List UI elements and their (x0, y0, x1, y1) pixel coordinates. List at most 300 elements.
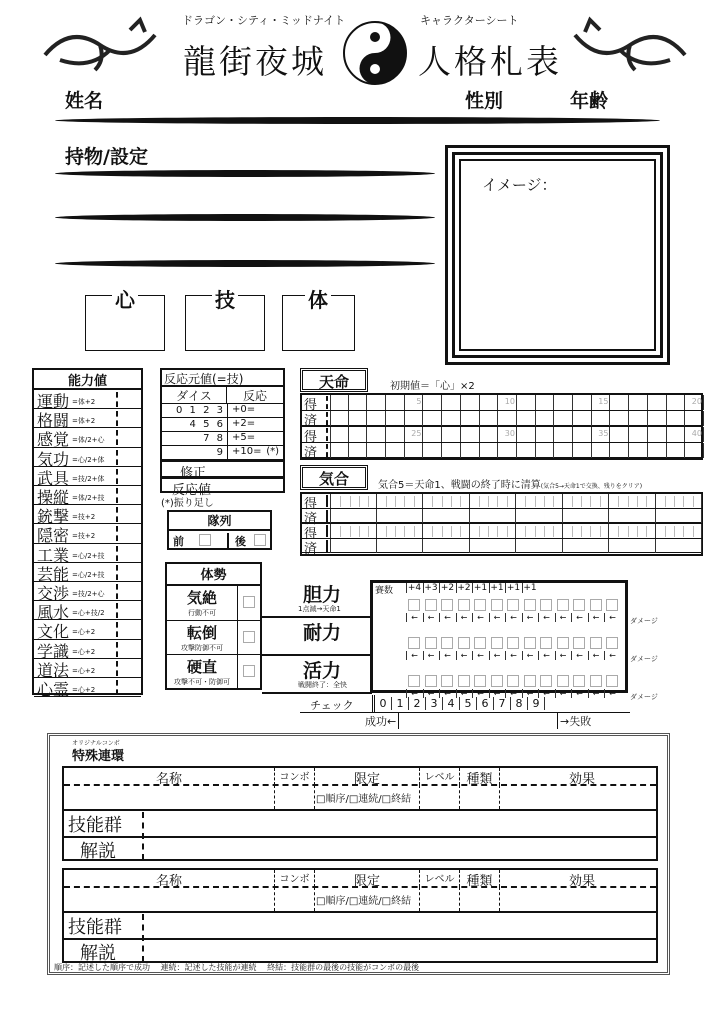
ability-name: 風水 (37, 603, 70, 623)
kiai-cell[interactable] (656, 509, 703, 523)
kiai-cell[interactable] (563, 494, 610, 508)
gauge-checkbox[interactable] (557, 637, 569, 649)
tenmei-cell[interactable] (349, 427, 368, 442)
check-number[interactable]: 2 (409, 697, 426, 710)
damage-arrow: ← (406, 613, 422, 622)
gauge-checkbox[interactable] (573, 599, 585, 611)
damage-arrow: ← (555, 689, 571, 698)
name-field[interactable] (55, 117, 660, 124)
tenmei-mark: 15 (598, 397, 609, 406)
tenmei-cell[interactable] (536, 443, 555, 458)
tenmei-cell[interactable] (424, 427, 443, 442)
ability-row[interactable] (34, 582, 141, 601)
divider (326, 428, 328, 441)
damage-arrow: ← (538, 613, 554, 622)
ability-formula: =体/2+技 (72, 494, 105, 502)
kiai-subcell (600, 526, 601, 537)
age-label: 年齢 (570, 90, 609, 112)
tenmei-cell[interactable] (442, 427, 461, 442)
ability-row[interactable] (34, 659, 141, 678)
tenmei-cell[interactable] (648, 411, 667, 426)
tenmei-cell[interactable] (536, 411, 555, 426)
ability-row[interactable] (34, 563, 141, 582)
ability-formula: =心/2+体 (72, 455, 105, 464)
tenmei-cell[interactable] (685, 395, 704, 410)
tenmei-mark: 20 (691, 397, 702, 406)
tenmei-note: 初期値＝「心」×2 (390, 381, 475, 392)
fail-label: →失敗 (557, 713, 591, 729)
divider (142, 812, 144, 860)
tenmei-cell[interactable] (330, 443, 349, 458)
kiai-cell[interactable] (563, 539, 610, 553)
dice-bonus: +2 (457, 583, 471, 593)
kiai-subcell (497, 526, 498, 537)
damage-arrow: ← (538, 651, 554, 660)
kiai-subcell (414, 526, 415, 537)
tenmei-cell[interactable] (424, 395, 443, 410)
image-box[interactable] (445, 145, 670, 365)
gauge-checkbox[interactable] (590, 599, 602, 611)
ability-row[interactable] (34, 486, 141, 505)
stance-checkbox[interactable] (243, 596, 255, 608)
ability-name: 芸能 (37, 564, 70, 584)
formation-title: 隊列 (169, 512, 270, 531)
dice-bonus: +1 (473, 583, 488, 593)
tenmei-mark: 5 (416, 397, 422, 406)
combo-col-header: 効果 (499, 768, 664, 785)
combo-limit-options[interactable]: □順序/□連続/□終結 (316, 896, 412, 907)
reaction-row (162, 418, 283, 432)
tenmei-cell[interactable] (517, 427, 536, 442)
combo-field[interactable] (499, 785, 664, 809)
gauge-checkbox[interactable] (491, 675, 503, 687)
damage-arrow: ← (456, 613, 472, 622)
tenmei-cell[interactable] (349, 411, 368, 426)
tenmei-cell[interactable] (498, 443, 517, 458)
gauge-checkbox[interactable] (458, 637, 470, 649)
damage-arrow: ← (571, 689, 587, 698)
tenmei-cell[interactable] (386, 411, 405, 426)
success-label: 成功← (365, 713, 399, 729)
tenmei-cell[interactable] (367, 427, 386, 442)
gauge-checkbox[interactable] (474, 637, 486, 649)
items-line-3[interactable] (55, 260, 435, 267)
kiai-cell[interactable] (470, 494, 517, 508)
skills-row[interactable] (64, 809, 656, 836)
kiai-cell[interactable] (470, 509, 517, 523)
kiai-cell[interactable] (516, 539, 563, 553)
kiai-cell[interactable] (609, 494, 656, 508)
tenmei-cell[interactable] (536, 427, 555, 442)
kiai-subcell (637, 496, 638, 507)
tenmei-cell[interactable] (611, 395, 630, 410)
damage-arrow: ← (505, 689, 521, 698)
gauge-checkbox[interactable] (507, 637, 519, 649)
kiai-cell[interactable] (377, 539, 424, 553)
damage-arrow: ← (588, 689, 604, 698)
tenmei-cell[interactable] (611, 443, 630, 458)
gauge-checkbox[interactable] (507, 599, 519, 611)
combo-field[interactable] (459, 785, 499, 809)
ability-row[interactable] (34, 620, 141, 642)
kiai-cell[interactable] (377, 494, 424, 508)
damage-arrow: ← (555, 613, 571, 622)
formation-box (167, 510, 272, 550)
kiai-cell[interactable] (563, 524, 610, 538)
dice-header: ダイス (162, 387, 227, 403)
tenmei-cell[interactable] (461, 443, 480, 458)
combo-field[interactable] (274, 887, 314, 911)
kiai-cell[interactable] (423, 539, 470, 553)
gauge-checkbox[interactable] (425, 599, 437, 611)
ability-row[interactable] (34, 678, 141, 697)
tenmei-cell[interactable] (667, 411, 686, 426)
damage-arrow: ← (588, 651, 604, 660)
ability-table (32, 368, 143, 699)
kiai-cell[interactable] (330, 539, 377, 553)
tenmei-cell[interactable] (573, 427, 592, 442)
gauge-checkbox[interactable] (590, 637, 602, 649)
tenmei-cell[interactable] (611, 411, 630, 426)
tenmei-cell[interactable] (367, 395, 386, 410)
kiai-subcell (535, 496, 536, 507)
gauge-checkbox[interactable] (606, 637, 618, 649)
gauge-checkbox[interactable] (425, 675, 437, 687)
damage-arrow: ← (439, 651, 455, 660)
kiai-cell[interactable] (563, 509, 610, 523)
tenmei-cell[interactable] (480, 411, 499, 426)
combo-limit-options[interactable]: □順序/□連続/□終結 (316, 794, 412, 805)
kiai-subcell (590, 496, 591, 507)
check-number[interactable]: 7 (494, 697, 511, 710)
tenmei-cell[interactable] (554, 427, 573, 442)
ability-row[interactable] (34, 601, 141, 623)
tenmei-cell[interactable] (629, 443, 648, 458)
tenmei-cell[interactable] (480, 443, 499, 458)
tenmei-cell[interactable] (554, 411, 573, 426)
gauge-checkbox[interactable] (408, 675, 420, 687)
kiai-subcell (340, 496, 341, 507)
tenmei-cell[interactable] (498, 427, 517, 442)
tenmei-cell[interactable] (517, 395, 536, 410)
ability-row[interactable] (34, 505, 141, 527)
ability-row[interactable] (34, 524, 141, 546)
reaction-row (162, 432, 283, 446)
combo-field[interactable] (459, 887, 499, 911)
kiai-subcell (572, 526, 573, 537)
tenmei-cell[interactable] (442, 411, 461, 426)
tenmei-cell[interactable] (536, 395, 555, 410)
gauge-checkbox[interactable] (606, 675, 618, 687)
skills-row[interactable] (64, 911, 656, 938)
check-number[interactable]: 6 (477, 697, 494, 710)
kiai-cell[interactable] (377, 524, 424, 538)
dice-values: 0 1 2 3 (176, 405, 225, 416)
tenmei-cell[interactable] (498, 395, 517, 410)
tenmei-cell[interactable] (667, 443, 686, 458)
gauge-checkbox[interactable] (524, 599, 536, 611)
check-number[interactable]: 4 (443, 697, 460, 710)
kiai-cell[interactable] (656, 524, 703, 538)
kiai-cell[interactable] (377, 509, 424, 523)
tenmei-cell[interactable] (330, 427, 349, 442)
tenmei-cell[interactable] (498, 411, 517, 426)
check-number[interactable]: 8 (511, 697, 528, 710)
check-number[interactable]: 5 (460, 697, 477, 710)
tenmei-cell[interactable] (405, 411, 424, 426)
desc-row[interactable] (64, 938, 656, 963)
combo-ruby: オリジナルコンボ (72, 740, 120, 747)
tenmei-cell[interactable] (461, 395, 480, 410)
check-number[interactable]: 0 (375, 697, 392, 710)
combo-field[interactable] (419, 785, 459, 809)
gauge-checkbox[interactable] (441, 599, 453, 611)
gauge-checkbox[interactable] (474, 675, 486, 687)
damage-arrow: ← (456, 651, 472, 660)
damage-arrow: ← (505, 613, 521, 622)
tenmei-cell[interactable] (367, 443, 386, 458)
gauge-checkbox[interactable] (573, 637, 585, 649)
yin-yang-icon (342, 20, 408, 86)
gauge-checkbox[interactable] (491, 599, 503, 611)
tenmei-cell[interactable] (442, 395, 461, 410)
kiai-subcell (693, 526, 694, 537)
ability-row[interactable] (34, 390, 141, 409)
tenmei-cell[interactable] (386, 427, 405, 442)
damage-arrow: ← (505, 651, 521, 660)
kiai-subcell (488, 496, 489, 507)
ability-divider (116, 526, 118, 541)
gauge-checkbox[interactable] (573, 675, 585, 687)
damage-arrow: ← (555, 651, 571, 660)
gauge-checkbox[interactable] (524, 637, 536, 649)
gauge-checkbox[interactable] (408, 599, 420, 611)
tenmei-cell[interactable] (592, 427, 611, 442)
kiai-cell[interactable] (609, 539, 656, 553)
combo-field[interactable] (419, 887, 459, 911)
kiai-grid (300, 492, 703, 556)
gauge-checkbox[interactable] (408, 637, 420, 649)
ability-name: 武具 (37, 468, 70, 488)
react-bonus: +0= (227, 404, 255, 417)
kiai-subcell (683, 526, 684, 537)
kiai-subcell (451, 496, 452, 507)
gauge-checkbox[interactable] (491, 637, 503, 649)
gauge-checkbox[interactable] (425, 637, 437, 649)
tenmei-cell[interactable] (330, 395, 349, 410)
tenmei-cell[interactable] (386, 395, 405, 410)
tenmei-cell[interactable] (349, 443, 368, 458)
check-number[interactable]: 9 (528, 697, 545, 710)
gauge-checkbox[interactable] (557, 675, 569, 687)
tenmei-cell[interactable] (367, 411, 386, 426)
gauge-checkbox[interactable] (524, 675, 536, 687)
combo-field[interactable] (64, 785, 274, 809)
tenmei-cell[interactable] (480, 427, 499, 442)
gauge-checkbox[interactable] (540, 637, 552, 649)
front-checkbox[interactable] (199, 534, 211, 546)
kiai-subcell (683, 496, 684, 507)
tenmei-cell[interactable] (461, 411, 480, 426)
tenmei-cell[interactable] (648, 395, 667, 410)
kiai-subcell (590, 526, 591, 537)
kiai-row (302, 509, 701, 527)
kiai-row (302, 539, 701, 557)
kiai-cell[interactable] (516, 494, 563, 508)
tenmei-cell[interactable] (405, 395, 424, 410)
mod-label[interactable]: 修正 (162, 460, 283, 477)
dice-bonus: +1 (490, 583, 504, 593)
combo-col-header: 限定 (314, 768, 419, 785)
tenmei-cell[interactable] (573, 411, 592, 426)
tenmei-cell[interactable] (592, 395, 611, 410)
kiai-subcell (553, 526, 554, 537)
kiai-cell[interactable] (330, 509, 377, 523)
kiai-cell[interactable] (516, 524, 563, 538)
back-checkbox[interactable] (254, 534, 266, 546)
react-bonus: +5= (227, 432, 255, 445)
gauge-checkbox[interactable] (458, 599, 470, 611)
ability-divider (116, 430, 118, 445)
damage-arrow: ← (456, 689, 472, 698)
tenmei-cell[interactable] (629, 411, 648, 426)
kiai-cell[interactable] (470, 524, 517, 538)
ability-formula: =体+2 (72, 417, 96, 426)
tenmei-cell[interactable] (648, 443, 667, 458)
got-label: 得 (304, 497, 318, 512)
tenmei-cell[interactable] (349, 395, 368, 410)
gauge-name: 活力 (303, 660, 342, 682)
gauge-checkbox[interactable] (458, 675, 470, 687)
tenmei-cell[interactable] (685, 443, 704, 458)
combo-col-header: 種類 (459, 870, 499, 887)
tenmei-cell[interactable] (554, 443, 573, 458)
gauge-checkbox[interactable] (540, 599, 552, 611)
ability-formula: =体+2 (72, 398, 96, 406)
stance-checkbox[interactable] (243, 665, 255, 677)
kiai-cell[interactable] (656, 539, 703, 553)
reaction-table (160, 368, 285, 498)
check-number[interactable]: 3 (426, 697, 443, 710)
kiai-subcell (359, 526, 360, 537)
ability-row[interactable] (34, 467, 141, 486)
ability-row[interactable] (34, 428, 141, 450)
ability-row[interactable] (34, 448, 141, 467)
kiai-cell[interactable] (609, 509, 656, 523)
tenmei-mark: 10 (504, 397, 515, 406)
tenmei-cell[interactable] (405, 427, 424, 442)
tenmei-cell[interactable] (611, 427, 630, 442)
kiai-cell[interactable] (516, 509, 563, 523)
reaction-value-label[interactable]: 反応値 (162, 477, 283, 493)
used-label: 済 (304, 542, 318, 557)
tenmei-cell[interactable] (330, 411, 349, 426)
ability-row[interactable] (34, 409, 141, 431)
kiai-cell[interactable] (609, 524, 656, 538)
tenmei-cell[interactable] (667, 427, 686, 442)
damage-arrow: ← (489, 651, 505, 660)
tenmei-cell[interactable] (629, 395, 648, 410)
gauge-checkbox[interactable] (606, 599, 618, 611)
desc-row[interactable] (64, 836, 656, 861)
items-line-1[interactable] (55, 170, 435, 177)
dice-values: 7 8 (203, 433, 225, 444)
tenmei-cell[interactable] (629, 427, 648, 442)
gauge-checkbox[interactable] (441, 675, 453, 687)
tenmei-cell[interactable] (424, 443, 443, 458)
combo-field[interactable] (274, 785, 314, 809)
desc-label: 解説 (80, 841, 116, 862)
tenmei-row (302, 395, 701, 411)
gauge-checkbox[interactable] (507, 675, 519, 687)
kiai-subcell (572, 496, 573, 507)
tenmei-cell[interactable] (480, 395, 499, 410)
damage-label: ダメージ (630, 655, 658, 663)
tenmei-cell[interactable] (667, 395, 686, 410)
kiai-cell[interactable] (423, 524, 470, 538)
items-line-2[interactable] (55, 214, 435, 221)
gauge-checkbox[interactable] (540, 675, 552, 687)
gauge-checkbox[interactable] (590, 675, 602, 687)
got-label: 得 (304, 527, 318, 542)
tenmei-cell[interactable] (554, 395, 573, 410)
ability-name: 工業 (37, 545, 70, 565)
stance-divider (237, 586, 238, 620)
divider (64, 886, 656, 888)
tenmei-cell[interactable] (648, 427, 667, 442)
kiai-cell[interactable] (330, 494, 377, 508)
tenmei-cell[interactable] (592, 443, 611, 458)
ability-divider (116, 584, 118, 599)
tenmei-cell[interactable] (517, 443, 536, 458)
tenmei-cell[interactable] (442, 443, 461, 458)
tenmei-cell[interactable] (573, 443, 592, 458)
combo-field[interactable] (499, 887, 664, 911)
combo-entry (62, 766, 658, 861)
ability-formula: =心+2 (72, 686, 96, 694)
tenmei-cell[interactable] (461, 427, 480, 442)
react-bonus: +10= (227, 446, 261, 459)
combo-field[interactable] (64, 887, 274, 911)
desc-label: 解説 (80, 943, 116, 964)
gauge-checkbox[interactable] (441, 637, 453, 649)
tenmei-cell[interactable] (592, 411, 611, 426)
tenmei-cell[interactable] (405, 443, 424, 458)
kiai-cell[interactable] (423, 509, 470, 523)
check-number[interactable]: 1 (392, 697, 409, 710)
tenmei-cell[interactable] (685, 427, 704, 442)
kiai-cell[interactable] (656, 494, 703, 508)
tenmei-cell[interactable] (685, 411, 704, 426)
kiai-cell[interactable] (470, 539, 517, 553)
kiai-cell[interactable] (423, 494, 470, 508)
damage-arrow: ← (489, 689, 505, 698)
kiai-cell[interactable] (330, 524, 377, 538)
ability-divider (116, 507, 118, 522)
gauge-checkbox[interactable] (474, 599, 486, 611)
ability-row[interactable] (34, 544, 141, 563)
kiai-subcell (404, 526, 405, 537)
reaction-title: 反応元値(=技) (162, 370, 283, 387)
stance-checkbox[interactable] (243, 631, 255, 643)
ability-row[interactable] (34, 640, 141, 659)
tenmei-cell[interactable] (517, 411, 536, 426)
tenmei-cell[interactable] (573, 395, 592, 410)
tenmei-cell[interactable] (386, 443, 405, 458)
gauge-checkbox[interactable] (557, 599, 569, 611)
core-label: 体 (305, 284, 331, 313)
tenmei-cell[interactable] (424, 411, 443, 426)
